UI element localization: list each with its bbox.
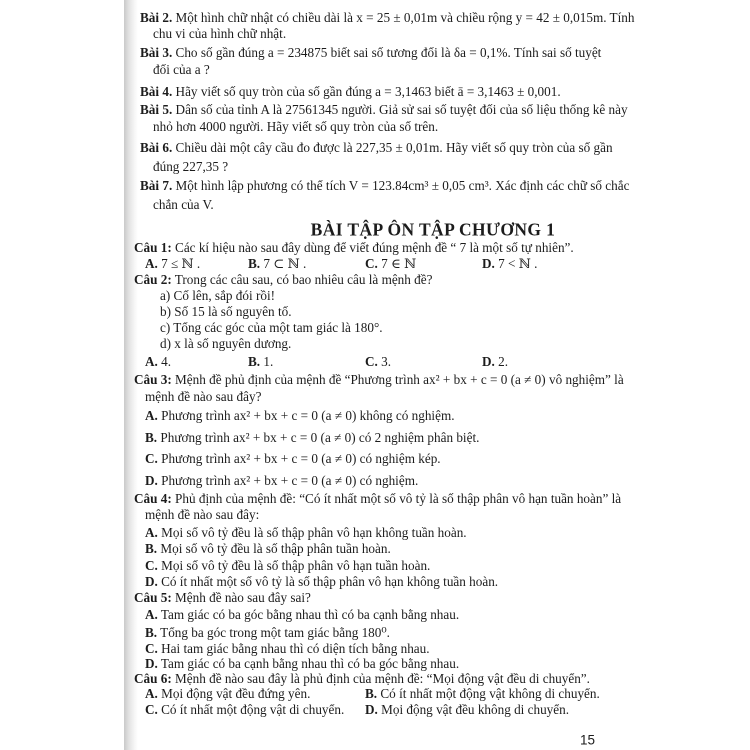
question-stem: Trong các câu sau, có bao nhiêu câu là mệnh đề? [174, 272, 433, 287]
q1-option-b [248, 256, 306, 272]
option-text: 7 ∈ ℕ [381, 256, 417, 271]
exercise-5-continuation: nhỏ hơn 4000 người. Hãy viết số quy tròn của số trên. [153, 119, 439, 134]
q2-option-c [365, 354, 391, 370]
option-key: D. [365, 702, 378, 717]
exercise-label: Bài 2. [140, 10, 173, 25]
option-key: C. [145, 451, 158, 466]
option-key: B. [145, 625, 158, 640]
option-key: A. [145, 686, 158, 701]
option-key: A. [145, 256, 158, 271]
question-stem: Mệnh đề nào sau đây là phủ định của mệnh đề: “Mọi động vật đều di chuyển”. [175, 671, 590, 686]
exercise-6 [140, 140, 613, 156]
question-4 [134, 491, 621, 507]
option-key: A. [145, 525, 158, 540]
option-text: 7 < ℕ . [498, 256, 538, 271]
question-label: Câu 1: [134, 240, 172, 255]
exercise-2-continuation: chu vi của hình chữ nhật. [153, 26, 287, 41]
question-stem: Các kí hiệu nào sau đây dùng để viết đúng mệnh đề “ 7 là một số tự nhiên”. [175, 240, 574, 255]
q1-option-c [365, 256, 416, 272]
option-key: C. [145, 641, 158, 656]
exercise-3 [140, 45, 601, 61]
exercise-text: Một hình chữ nhật có chiều dài là x = 25 ± 0,01m và chiều rộng y = 42 ± 0,015m. Tính [175, 10, 635, 25]
exercise-6-continuation: đúng 227,35 ? [153, 159, 229, 174]
q4-option-c [145, 558, 430, 574]
exercise-7-continuation: chắn của V. [153, 197, 214, 212]
option-key: D. [482, 354, 495, 369]
option-text: Phương trình ax² + bx + c = 0 (a ≠ 0) có nghiệm kép. [161, 451, 441, 466]
q6-option-b [365, 686, 600, 702]
q1-option-a [145, 256, 200, 272]
question-3-continuation: mệnh đề nào sau đây? [145, 389, 262, 404]
exercise-7 [140, 178, 629, 194]
option-text: Có ít nhất một động vật không di chuyển. [380, 686, 600, 701]
question-6 [134, 671, 590, 687]
exercise-text: Hãy viết số quy tròn của số gần đúng a = 3,1463 biết ā = 3,1463 ± 0,001. [175, 84, 561, 99]
option-key: B. [248, 256, 261, 271]
option-key: D. [145, 473, 158, 488]
option-text: Mọi số vô tỷ đều là số thập phân tuần hoàn. [160, 541, 391, 556]
question-4-continuation: mệnh đề nào sau đây: [145, 507, 260, 522]
option-text: Tam giác có ba cạnh bằng nhau thì có ba góc bằng nhau. [160, 656, 460, 671]
question-3 [134, 372, 624, 388]
question-stem: Phủ định của mệnh đề: “Có ít nhất một số vô tỷ là số thập phân vô hạn tuần hoàn” là [175, 491, 622, 506]
exercise-2 [140, 10, 634, 26]
option-key: D. [145, 656, 158, 671]
exercise-text: Cho số gần đúng a = 234875 biết sai số tương đối là δa = 0,1%. Tính sai số tuyệt [175, 45, 602, 60]
question-label: Câu 2: [134, 272, 172, 287]
option-key: A. [145, 607, 158, 622]
section-title [0, 220, 750, 241]
question-label: Câu 6: [134, 671, 172, 686]
option-text: 1. [263, 354, 274, 369]
option-key: B. [145, 541, 158, 556]
q3-option-b [145, 430, 479, 446]
option-text: Phương trình ax² + bx + c = 0 (a ≠ 0) có 2 nghiệm phân biệt. [160, 430, 480, 445]
exercise-5 [140, 102, 628, 118]
q5-option-b [145, 625, 390, 641]
option-key: B. [145, 430, 158, 445]
option-text: Tam giác có ba góc bằng nhau thì có ba cạnh bằng nhau. [160, 607, 460, 622]
question-label: Câu 3: [134, 372, 172, 387]
exercise-label: Bài 6. [140, 140, 173, 155]
option-text: 3. [381, 354, 392, 369]
q5-option-c [145, 641, 430, 657]
option-text: 4. [161, 354, 172, 369]
option-key: D. [145, 574, 158, 589]
option-text: Mọi động vật đều đứng yên. [161, 686, 311, 701]
q3-option-a [145, 408, 455, 424]
exercise-label: Bài 4. [140, 84, 173, 99]
q2-option-d [482, 354, 508, 370]
option-key: B. [248, 354, 261, 369]
q6-option-d [365, 702, 569, 718]
page-number: 15 [580, 732, 596, 748]
option-key: C. [365, 354, 378, 369]
q4-option-b [145, 541, 391, 557]
option-text: Có ít nhất một động vật di chuyển. [161, 702, 345, 717]
option-text: Có ít nhất một số vô tỷ là số thập phân vô hạn không tuần hoàn. [161, 574, 499, 589]
question-stem: Mệnh đề phủ định của mệnh đề “Phương trình ax² + bx + c = 0 (a ≠ 0) vô nghiệm” là [175, 372, 624, 387]
option-text: 7 ≤ ℕ . [161, 256, 201, 271]
question-5 [134, 590, 311, 606]
option-text: Hai tam giác bằng nhau thì có diện tích bằng nhau. [161, 641, 430, 656]
option-text: Phương trình ax² + bx + c = 0 (a ≠ 0) không có nghiệm. [161, 408, 455, 423]
q2-item-a: a) Cố lên, sắp đói rồi! [160, 288, 275, 303]
option-text: Tổng ba góc trong một tam giác bằng 180⁰. [160, 625, 390, 640]
q3-option-d [145, 473, 418, 489]
option-text: Mọi số vô tỷ đều là số thập phân vô hạn không tuần hoàn. [161, 525, 467, 540]
q2-option-a [145, 354, 171, 370]
exercise-text: Một hình lập phương có thể tích V = 123.84cm³ ± 0,05 cm³. Xác định các chữ số chắc [175, 178, 630, 193]
q3-option-c [145, 451, 441, 467]
exercise-label: Bài 3. [140, 45, 173, 60]
option-key: D. [482, 256, 495, 271]
option-text: 7 ⊂ ℕ . [263, 256, 307, 271]
question-1 [134, 240, 574, 256]
exercise-label: Bài 7. [140, 178, 173, 193]
option-text: Mọi số vô tỷ đều là số thập phân vô hạn tuần hoàn. [161, 558, 431, 573]
question-stem: Mệnh đề nào sau đây sai? [175, 590, 311, 605]
q2-item-d: d) x là số nguyên dương. [160, 336, 292, 351]
q2-option-b [248, 354, 273, 370]
option-key: C. [145, 558, 158, 573]
option-text: 2. [498, 354, 509, 369]
exercise-text: Dân số của tỉnh A là 27561345 người. Giả sử sai số tuyệt đối của số liệu thống kê này [175, 102, 628, 117]
option-key: A. [145, 408, 158, 423]
q1-option-d [482, 256, 537, 272]
exercise-4 [140, 84, 561, 100]
q6-option-c [145, 702, 344, 718]
question-2 [134, 272, 432, 288]
option-text: Mọi động vật đều không di chuyển. [381, 702, 570, 717]
option-text: Phương trình ax² + bx + c = 0 (a ≠ 0) có nghiệm. [161, 473, 419, 488]
q4-option-a [145, 525, 467, 541]
question-label: Câu 4: [134, 491, 172, 506]
q5-option-a [145, 607, 459, 623]
q5-option-d [145, 656, 459, 672]
exercise-label: Bài 5. [140, 102, 173, 117]
section-title-text: BÀI TẬP ÔN TẬP CHƯƠNG 1 [310, 219, 556, 240]
q2-item-b: b) Số 15 là số nguyên tố. [160, 304, 292, 319]
option-key: B. [365, 686, 378, 701]
q6-option-a [145, 686, 310, 702]
option-key: A. [145, 354, 158, 369]
exercise-text: Chiều dài một cây cầu đo được là 227,35 ± 0,01m. Hãy viết số quy tròn của số gần [175, 140, 613, 155]
q4-option-d [145, 574, 498, 590]
option-key: C. [145, 702, 158, 717]
exercise-3-continuation: đối của a ? [153, 62, 210, 77]
q2-item-c: c) Tổng các góc của một tam giác là 180°. [160, 320, 383, 335]
option-key: C. [365, 256, 378, 271]
question-label: Câu 5: [134, 590, 172, 605]
